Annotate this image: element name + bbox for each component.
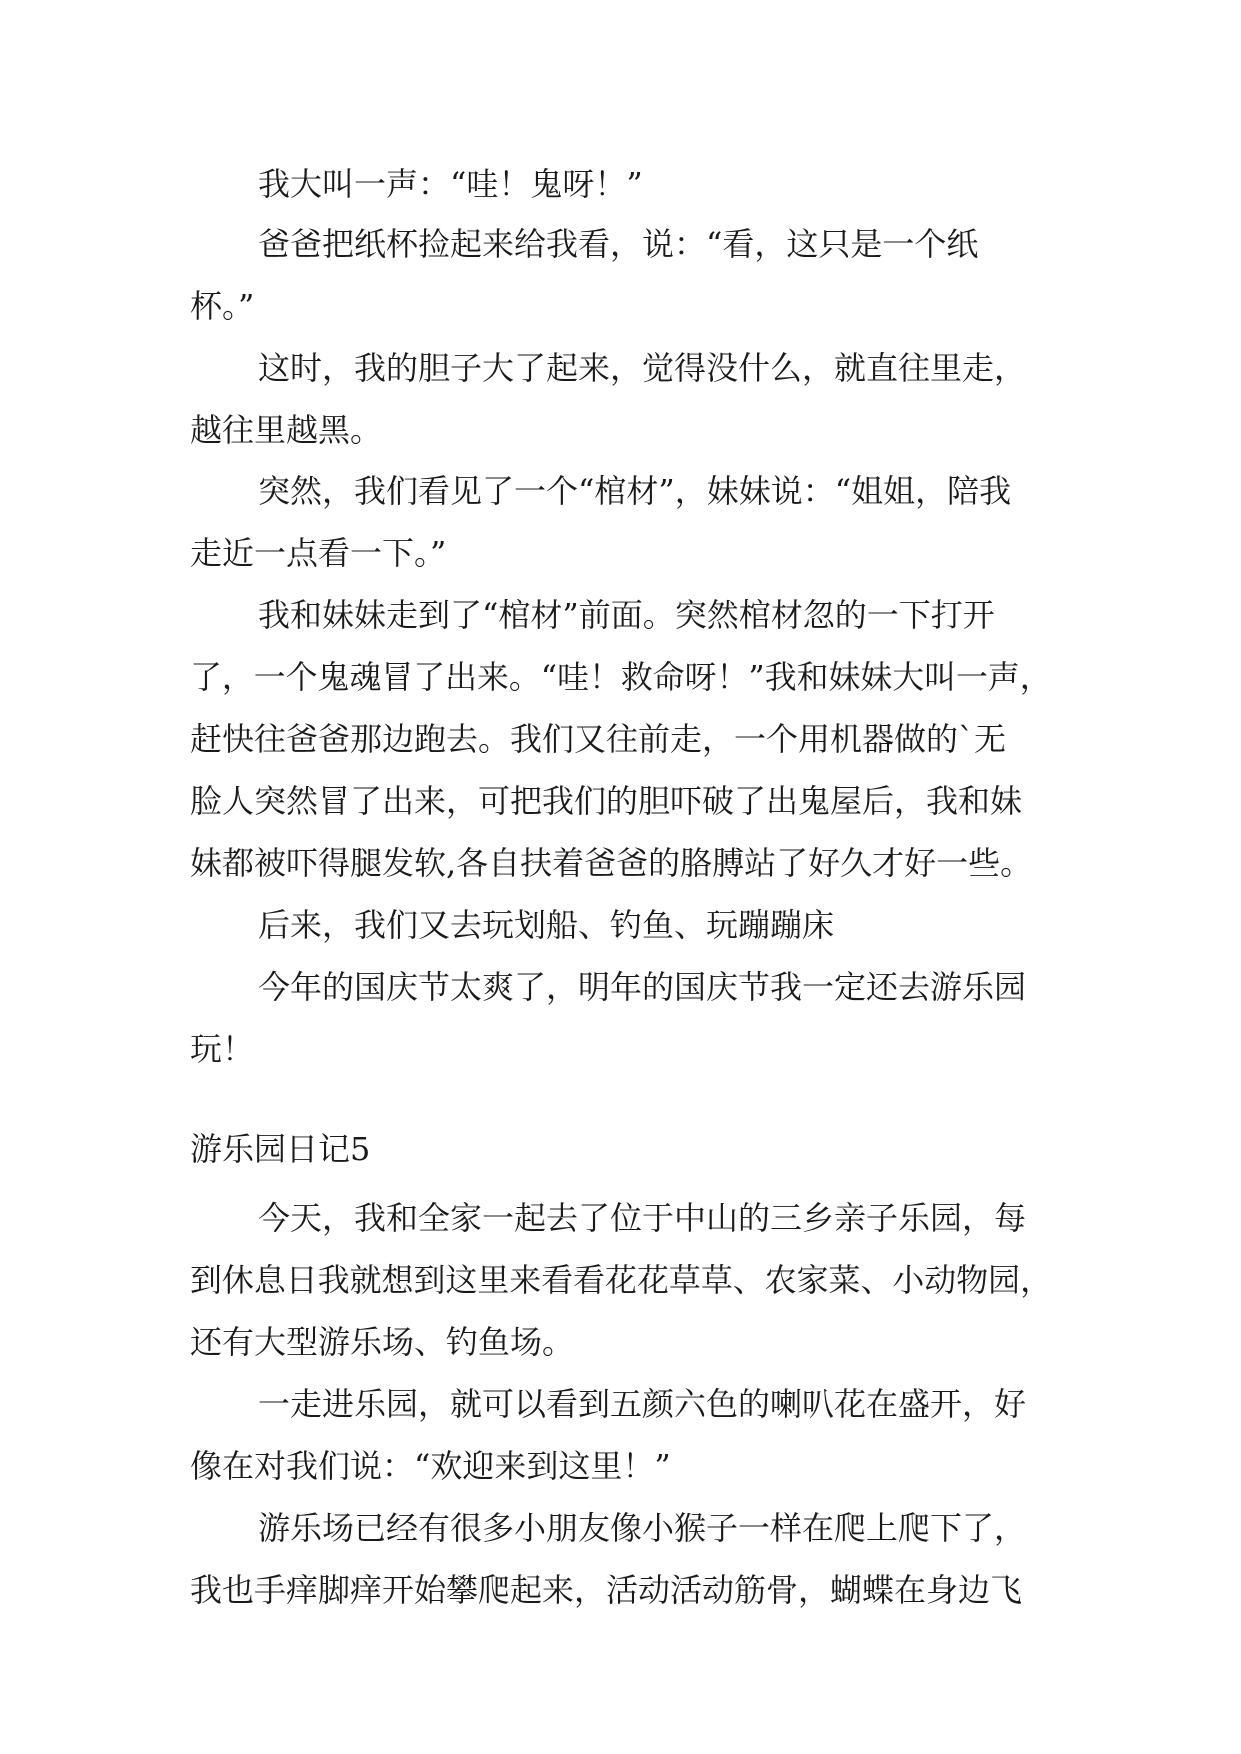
paragraph-line: 游乐场已经有很多小朋友像小猴子一样在爬上爬下了， xyxy=(258,1509,1027,1547)
paragraph-line: 突然，我们看见了一个“棺材”，妹妹说：“姐姐，陪我 xyxy=(258,472,1012,510)
paragraph-line: 今天，我和全家一起去了位于中山的三乡亲子乐园，每 xyxy=(258,1199,1027,1237)
paragraph-line: 爸爸把纸杯捡起来给我看，说：“看，这只是一个纸 xyxy=(258,225,979,263)
paragraph-line: 赶快往爸爸那边跑去。我们又往前走，一个用机器做的`无 xyxy=(190,720,1007,758)
paragraph-line: 像在对我们说：“欢迎来到这里！” xyxy=(190,1447,671,1485)
paragraph-line: 后来，我们又去玩划船、钓鱼、玩蹦蹦床 xyxy=(258,906,835,944)
section-heading: 游乐园日记5 xyxy=(190,1130,371,1168)
paragraph-line: 妹都被吓得腿发软,各自扶着爸爸的胳膊站了好久才好一些。 xyxy=(190,844,1033,882)
paragraph-line: 走近一点看一下。” xyxy=(190,534,447,572)
paragraph-line: 越往里越黑。 xyxy=(190,411,383,449)
paragraph-line: 一走进乐园，就可以看到五颜六色的喇叭花在盛开，好 xyxy=(258,1385,1027,1423)
paragraph-line: 我大叫一声：“哇！鬼呀！” xyxy=(258,165,643,203)
paragraph-line: 我和妹妹走到了“棺材”前面。突然棺材忽的一下打开 xyxy=(258,596,995,634)
paragraph-line: 玩！ xyxy=(190,1030,255,1068)
paragraph-line: 今年的国庆节太爽了，明年的国庆节我一定还去游乐园 xyxy=(258,968,1027,1006)
paragraph-line: 到休息日我就想到这里来看看花花草草、农家菜、小动物园， xyxy=(190,1261,1053,1299)
paragraph-line: 还有大型游乐场、钓鱼场。 xyxy=(190,1323,575,1361)
paragraph-line: 脸人突然冒了出来，可把我们的胆吓破了出鬼屋后，我和妹 xyxy=(190,782,1023,820)
paragraph-line: 我也手痒脚痒开始攀爬起来，活动活动筋骨，蝴蝶在身边飞 xyxy=(190,1571,1023,1609)
paragraph-line: 杯。” xyxy=(190,287,255,325)
paragraph-line: 了，一个鬼魂冒了出来。“哇！救命呀！”我和妹妹大叫一声， xyxy=(190,658,1052,696)
paragraph-line: 这时，我的胆子大了起来，觉得没什么，就直往里走， xyxy=(258,349,1027,387)
